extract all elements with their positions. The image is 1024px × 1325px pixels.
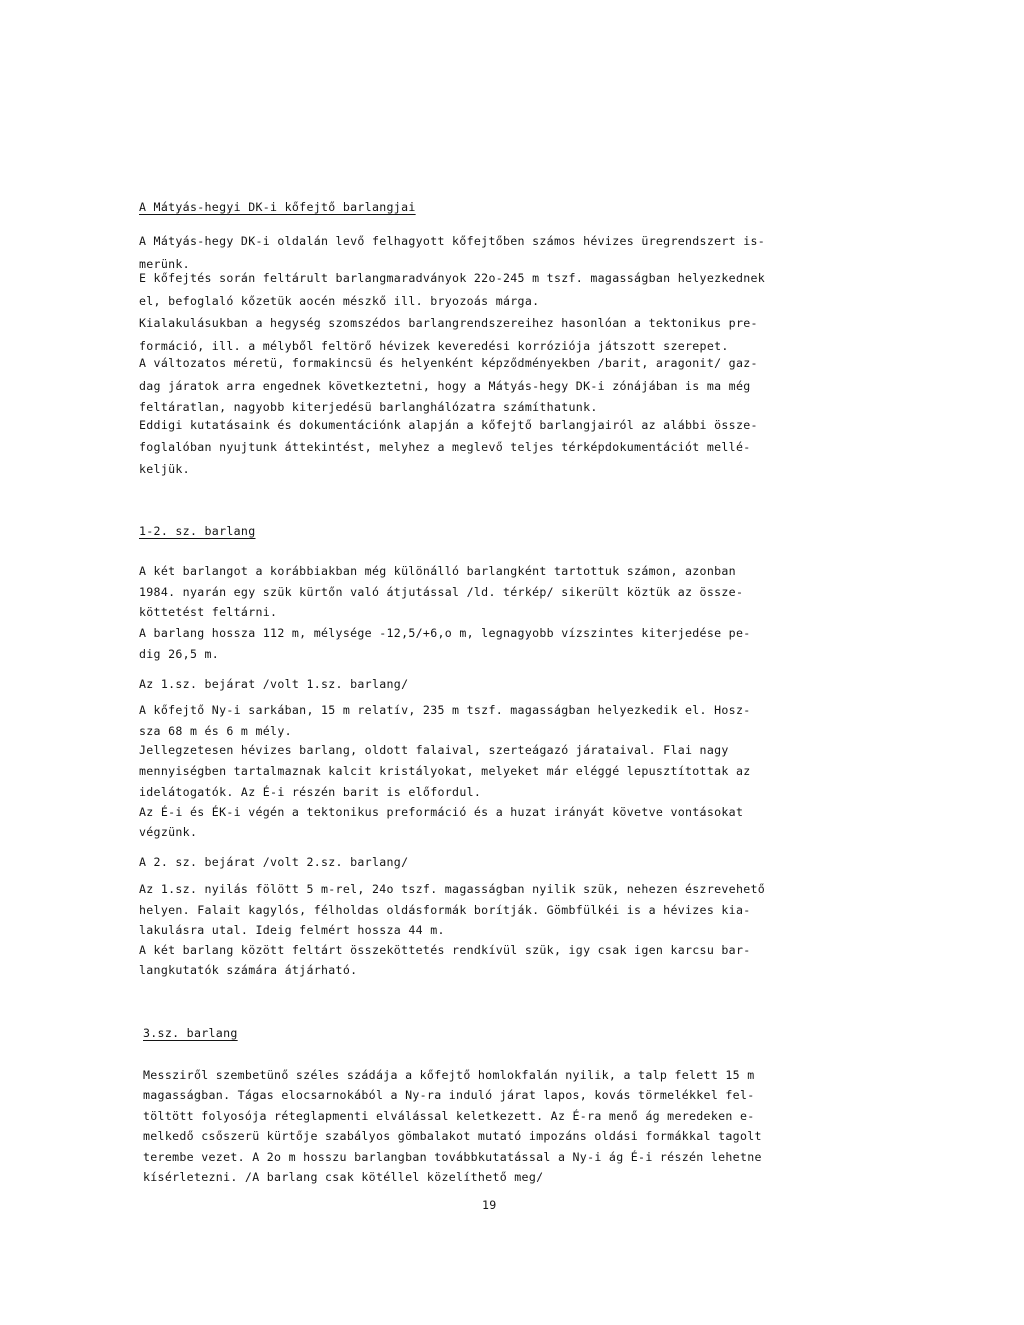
section2-line-15: Az 1.sz. nyilás fölött 5 m-rel, 24o tszf. magasságban nyilik szük, nehezen észrevehető bbox=[139, 882, 766, 896]
section2-line-17: lakulásra utal. Ideig felmért hossza 44 m. bbox=[139, 923, 445, 937]
section1-line-5: Kialakulásukban a hegység szomszédos barlangrendszereihez hasonlóan a tektonikus pre- bbox=[139, 316, 758, 330]
section2-line-3: köttetést feltárni. bbox=[139, 605, 278, 619]
section2-line-5: dig 26,5 m. bbox=[139, 647, 220, 661]
section2-line-2: 1984. nyarán egy szük kürtőn való átjutással /ld. térkép/ sikerült köztük az össze- bbox=[139, 585, 744, 599]
section1-line-10: Eddigi kutatásaink és dokumentációnk alapján a kőfejtő barlangjairól az alábbi össze- bbox=[139, 418, 758, 432]
section2-line-6: Az 1.sz. bejárat /volt 1.sz. barlang/ bbox=[139, 677, 409, 691]
section2-line-10: mennyiségben tartalmaznak kalcit kristályokat, melyeket már eléggé lepusztítottak az bbox=[139, 764, 751, 778]
section2-line-16: helyen. Falait kagylós, félholdas oldásformák borítják. Gömbfülkéi is a hévizes kia- bbox=[139, 903, 751, 917]
section3-line-4: melkedő csőszerü kürtője szabályos gömbalakot mutató impozáns oldási formákkal tagolt bbox=[143, 1129, 762, 1143]
section3-heading: 3.sz. barlang bbox=[143, 1026, 238, 1040]
section2-line-11: idelátogatók. Az É-i részén barit is előfordul. bbox=[139, 785, 482, 799]
page-number: 19 bbox=[482, 1198, 497, 1212]
section1-line-2: merünk. bbox=[139, 257, 190, 271]
section2-line-12: Az É-i és ÉK-i végén a tektonikus preformáció és a huzat irányát követve vontásokat bbox=[139, 805, 744, 819]
section1-heading: A Mátyás-hegyi DK-i kőfejtő barlangjai bbox=[139, 200, 416, 214]
section2-heading: 1-2. sz. barlang bbox=[139, 524, 256, 538]
section2-line-9: Jellegzetesen hévizes barlang, oldott falaival, szerteágazó járataival. Flai nagy bbox=[139, 743, 729, 757]
section2-line-13: végzünk. bbox=[139, 825, 198, 839]
section1-line-3: E kőfejtés során feltárult barlangmaradványok 22o-245 m tszf. magasságban helyezkednek bbox=[139, 271, 766, 285]
section1-line-11: foglalóban nyujtunk áttekintést, melyhez a meglevő teljes térképdokumentációt mellé- bbox=[139, 440, 751, 454]
section2-line-18: A két barlang között feltárt összeköttetés rendkívül szük, igy csak igen karcsu bar- bbox=[139, 943, 751, 957]
section1-line-6: formáció, ill. a mélyből feltörő hévizek keveredési korróziója játszott szerepet. bbox=[139, 339, 729, 353]
section1-line-4: el, befoglaló kőzetük aocén mészkő ill. bryozoás márga. bbox=[139, 294, 540, 308]
section3-line-5: terembe vezet. A 2o m hosszu barlangban továbbkutatással a Ny-i ág É-i részén lehetne bbox=[143, 1150, 762, 1164]
section2-line-14: A 2. sz. bejárat /volt 2.sz. barlang/ bbox=[139, 855, 409, 869]
section1-line-8: dag járatok arra engednek következtetni, hogy a Mátyás-hegy DK-i zónájában is ma még bbox=[139, 379, 751, 393]
section1-line-7: A változatos méretü, formakincsü és helyenként képződményekben /barit, aragonit/ gaz- bbox=[139, 356, 758, 370]
section2-line-19: langkutatók számára átjárható. bbox=[139, 963, 358, 977]
section2-line-1: A két barlangot a korábbiakban még különálló barlangként tartottuk számon, azonban bbox=[139, 564, 736, 578]
section3-line-1: Messziről szembetünő széles szádája a kőfejtő homlokfalán nyilik, a talp felett 15 m bbox=[143, 1068, 755, 1082]
section2-line-4: A barlang hossza 112 m, mélysége -12,5/+6,o m, legnagyobb vízszintes kiterjedése pe- bbox=[139, 626, 751, 640]
section1-line-1: A Mátyás-hegy DK-i oldalán levő felhagyott kőfejtőben számos hévizes üregrendszert is- bbox=[139, 234, 766, 248]
section3-line-3: töltött folyosója réteglapmenti elválással keletkezett. Az É-ra menő ág meredeken e- bbox=[143, 1109, 755, 1123]
section1-line-9: feltáratlan, nagyobb kiterjedésü barlanghálózatra számíthatunk. bbox=[139, 400, 598, 414]
section3-line-6: kísérletezni. /A barlang csak kötéllel közelíthető meg/ bbox=[143, 1170, 544, 1184]
section2-line-8: sza 68 m és 6 m mély. bbox=[139, 724, 292, 738]
section2-line-7: A kőfejtő Ny-i sarkában, 15 m relatív, 235 m tszf. magasságban helyezkedik el. Hosz- bbox=[139, 703, 751, 717]
section3-line-2: magasságban. Tágas elocsarnokából a Ny-ra induló járat lapos, kovás törmelékkel fel- bbox=[143, 1088, 755, 1102]
section1-line-12: keljük. bbox=[139, 462, 190, 476]
